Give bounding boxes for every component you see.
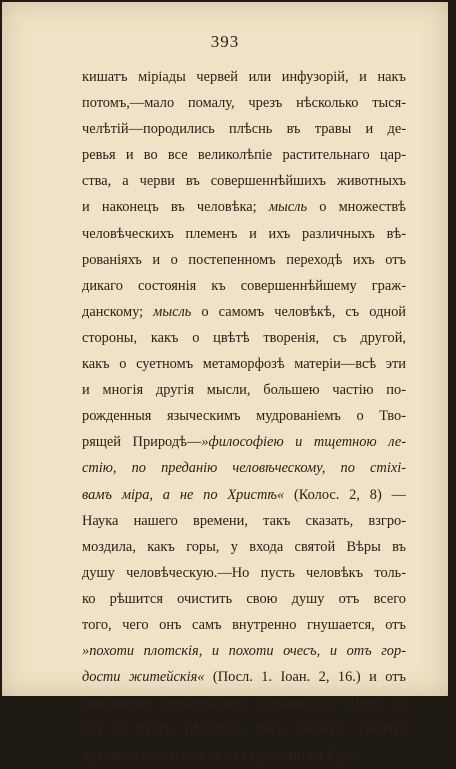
text-segment: ко рѣшится очистить свою душу отъ всего: [82, 590, 406, 607]
text-line: [82, 742, 406, 768]
text-segment: и многія другія мысли, большею частію по-: [82, 382, 406, 399]
text-segment: о самомъ человѣкѣ, съ одной: [191, 303, 406, 320]
text-line: [82, 716, 406, 742]
text-line: [82, 221, 406, 247]
text-segment: данскому;: [82, 303, 154, 320]
text-segment: духовно свою плоть съ ея страстями на Кре-: [82, 747, 355, 764]
text-line: [82, 168, 406, 194]
text-line: [82, 508, 406, 534]
text-segment: рожденныя языческимъ мудрованіемъ о Тво-: [82, 408, 406, 425]
text-line: [82, 403, 406, 429]
text-line: [82, 194, 406, 220]
book-page: [2, 2, 448, 764]
text-line: [82, 64, 406, 90]
italic-quote: дости житейскія«: [82, 669, 205, 686]
text-segment: ства, а черви въ совершеннѣйшихъ животныхъ: [82, 173, 406, 190]
text-line: [82, 560, 406, 586]
text-line: [82, 325, 406, 351]
text-line: [82, 482, 406, 508]
text-segment: ревья и во все великолѣпіе растительнаго цар-: [82, 147, 406, 164]
body-text: [82, 64, 406, 769]
text-segment: стороны, какъ о цвѣтѣ творенія, съ другой,: [82, 329, 406, 346]
text-line: [82, 690, 406, 716]
text-segment: человѣческихъ племенъ и ихъ различныхъ вѣ-: [82, 225, 406, 242]
text-segment: о множествѣ: [307, 199, 406, 216]
text-segment: какъ о суетномъ метаморфозѣ матеріи—всѣ эти: [82, 356, 406, 373]
text-line: [82, 429, 406, 455]
text-line: [82, 377, 406, 403]
text-segment: того, чего онъ самъ внутренно гнушается, отъ: [82, 616, 406, 633]
text-line: [82, 612, 406, 638]
text-segment: кишатъ міріады червей или инфузорій, и накъ: [82, 69, 406, 85]
text-segment: поклоненія: [82, 695, 162, 712]
italic-quote: вамъ міра, а не по Христѣ«: [82, 486, 285, 503]
text-segment: 18) и пусть рѣшится, такъ сказать, распять: [82, 721, 406, 738]
italic-quote: мысль: [268, 199, 308, 216]
text-segment: потомъ,—мало помалу, чрезъ нѣсколько тыся-: [82, 95, 406, 112]
text-segment: (Колос. 2, 8) —: [284, 486, 406, 503]
text-line: [82, 299, 406, 325]
text-line: [82, 534, 406, 560]
text-line: [82, 351, 406, 377]
text-line: [82, 90, 406, 116]
text-segment: (2 Петр. 2,: [315, 695, 406, 712]
page-number: 393: [210, 32, 240, 51]
text-segment: моздила, какъ горы, у входа святой Вѣры въ: [82, 538, 406, 555]
text-segment: Наука нашего времени, такъ сказать, взгро-: [82, 512, 406, 529]
italic-quote: стію, по преданію человѣческому, по стіхі-: [82, 460, 406, 477]
italic-quote: »философіею и тщетною ле-: [201, 434, 406, 451]
text-line: [82, 586, 406, 612]
text-line: [82, 273, 406, 299]
text-segment: челѣтій—породились плѣснь въ травы и де-: [82, 121, 406, 138]
italic-quote: »прегордымъ суетамъ«: [161, 695, 316, 712]
text-segment: дикаго состоянія къ совершеннѣйшему граж-: [82, 277, 406, 294]
text-segment: и наконецъ въ человѣка;: [82, 199, 269, 216]
text-segment: рованіяхъ и о постепенномъ переходѣ ихъ отъ: [82, 251, 406, 268]
italic-quote: мысль: [153, 303, 192, 320]
text-line: [82, 455, 406, 481]
text-line: [82, 247, 406, 273]
text-line: [82, 142, 406, 168]
text-line: [82, 116, 406, 142]
italic-quote: »похоти плотскія, и похоти очесъ, и отъ гор-: [82, 643, 406, 660]
text-line: [82, 638, 406, 664]
text-segment: рящей Природѣ—: [82, 434, 202, 451]
text-segment: душу человѣческую.—Но пусть человѣкъ толь-: [82, 564, 406, 581]
text-segment: (Посл. 1. Іоан. 2, 16.) и отъ: [204, 669, 406, 686]
text-line: [82, 664, 406, 690]
